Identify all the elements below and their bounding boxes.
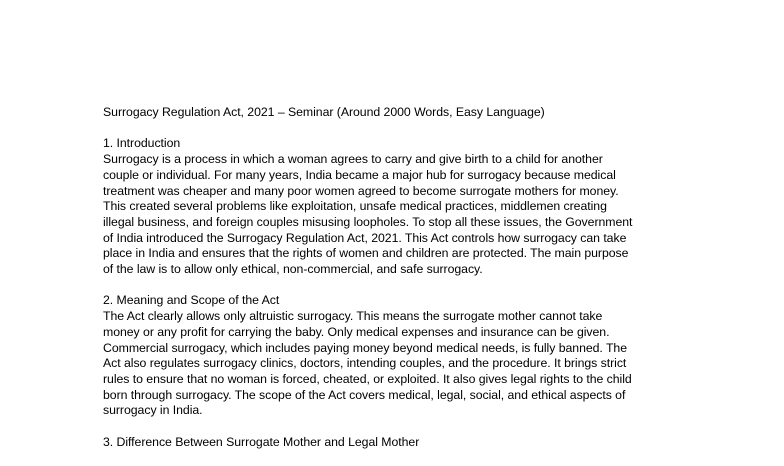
section-heading: 2. Meaning and Scope of the Act xyxy=(103,293,280,308)
paragraph-line: Act also regulates surrogacy clinics, doctors, intending couples, and the procedure. It brings strict xyxy=(103,356,627,371)
paragraph-line: Commercial surrogacy, which includes paying money beyond medical needs, is fully banned. The xyxy=(103,340,627,355)
section-heading: 1. Introduction xyxy=(103,136,181,151)
section-meaning-and-scope xyxy=(103,293,693,419)
document-body xyxy=(103,105,693,466)
section-paragraph xyxy=(103,152,693,278)
paragraph-line: This created several problems like exploitation, unsafe medical practices, middlemen creating xyxy=(103,199,607,214)
paragraph-line: Surrogacy is a process in which a woman agrees to carry and give birth to a child for another xyxy=(103,152,603,167)
paragraph-line: money or any profit for carrying the baby. Only medical expenses and insurance can be given. xyxy=(103,324,610,339)
paragraph-line: surrogacy in India. xyxy=(103,403,203,418)
section-heading: 3. Difference Between Surrogate Mother and Legal Mother xyxy=(103,434,420,449)
paragraph-line: rules to ensure that no woman is forced, cheated, or exploited. It also gives legal rights to the child xyxy=(103,371,632,386)
paragraph-line: of India introduced the Surrogacy Regulation Act, 2021. This Act controls how surrogacy can take xyxy=(103,230,627,245)
document-title: Surrogacy Regulation Act, 2021 – Seminar (Around 2000 Words, Easy Language) xyxy=(103,105,545,119)
paragraph-line: couple or individual. For many years, India became a major hub for surrogacy because medical xyxy=(103,167,616,182)
paragraph-line: treatment was cheaper and many poor women agreed to become surrogate mothers for money. xyxy=(103,183,619,198)
section-surrogate-vs-legal-mother xyxy=(103,435,693,451)
paragraph-line: place in India and ensures that the rights of women and children are protected. The main purpose xyxy=(103,246,629,261)
section-paragraph xyxy=(103,309,693,419)
paragraph-line: The Act clearly allows only altruistic surrogacy. This means the surrogate mother cannot take xyxy=(103,309,603,324)
paragraph-line: illegal business, and foreign couples misusing loopholes. To stop all these issues, the Government xyxy=(103,214,633,229)
section-introduction xyxy=(103,136,693,277)
paragraph-line: born through surrogacy. The scope of the Act covers medical, legal, social, and ethical aspects of xyxy=(103,387,626,402)
paragraph-line: of the law is to allow only ethical, non-commercial, and safe surrogacy. xyxy=(103,262,483,277)
